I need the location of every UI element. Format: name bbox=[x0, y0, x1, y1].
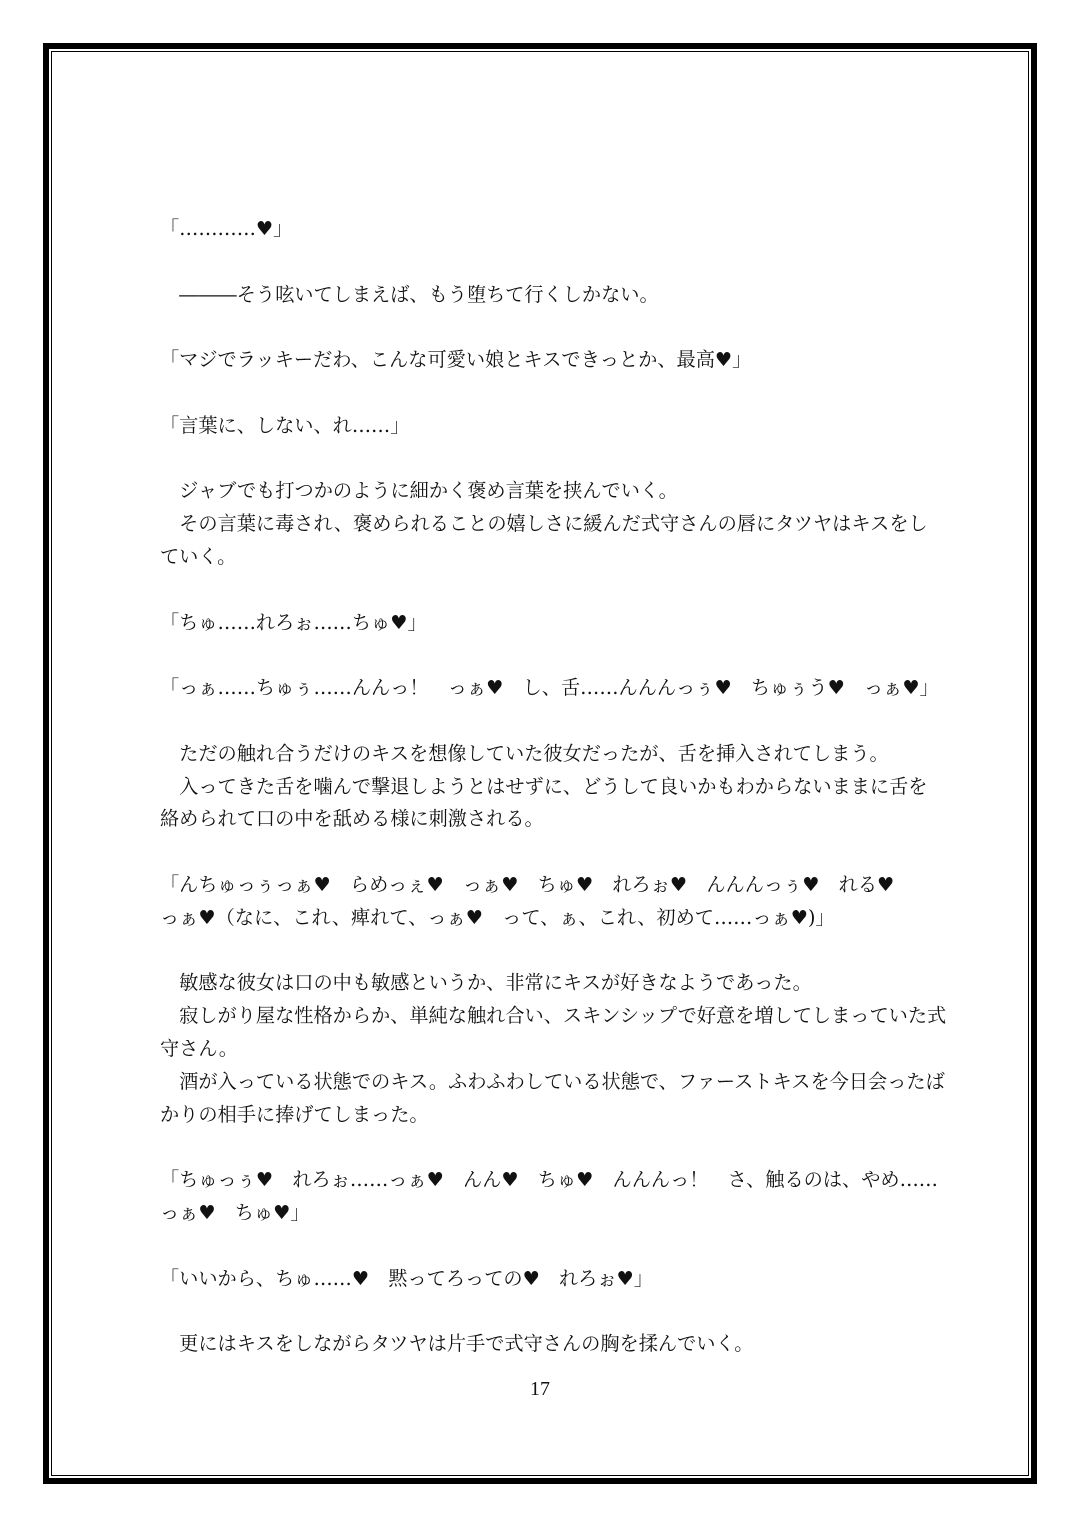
text-line: 酒が入っている状態でのキス。ふわふわしている状態で、ファーストキスを今日会ったば bbox=[160, 1069, 945, 1093]
text-line: 「ちゅっぅ♥ れろぉ……っぁ♥ んん♥ ちゅ♥ んんんっ！ さ、触るのは、やめ…… bbox=[160, 1168, 938, 1192]
text-line: ジャブでも打つかのように細かく褒め言葉を挟んでいく。 bbox=[160, 479, 678, 503]
paragraph bbox=[160, 967, 947, 1131]
text-line: ―――そう呟いてしまえば、もう堕ちて行くしかない。 bbox=[160, 282, 659, 306]
paragraph bbox=[160, 607, 940, 640]
text-line: 寂しがり屋な性格からか、単純な触れ合い、スキンシップで好意を増してしまっていた式 bbox=[160, 1004, 947, 1028]
text-line: 「言葉に、しない、れ……」 bbox=[160, 413, 410, 437]
text-line: その言葉に毒され、褒められることの嬉しさに緩んだ式守さんの唇にタツヤはキスをし bbox=[160, 512, 928, 536]
paragraph bbox=[160, 1263, 940, 1296]
paragraph bbox=[160, 344, 940, 377]
text-line: 「っぁ……ちゅぅ……んんっ！ っぁ♥ し、舌……んんんっぅ♥ ちゅぅう♥ っぁ♥」 bbox=[160, 676, 939, 700]
page-number: 17 bbox=[530, 1378, 550, 1400]
paragraph bbox=[160, 410, 940, 443]
paragraph bbox=[160, 279, 940, 312]
text-line: っぁ♥ ちゅ♥」 bbox=[160, 1200, 310, 1224]
paragraph bbox=[160, 475, 940, 573]
paragraph bbox=[160, 1328, 940, 1361]
text-line: 「マジでラッキーだわ、こんな可愛い娘とキスできっとか、最高♥」 bbox=[160, 348, 752, 372]
text-line: 敏感な彼女は口の中も敏感というか、非常にキスが好きなようであった。 bbox=[160, 971, 812, 995]
text-line: 「…………♥」 bbox=[160, 217, 293, 240]
text-line: かりの相手に捧げてしまった。 bbox=[160, 1102, 429, 1126]
text-line: 「ちゅ……れろぉ……ちゅ♥」 bbox=[160, 610, 427, 634]
text-line: ただの触れ合うだけのキスを想像していた彼女だったが、舌を挿入されてしまう。 bbox=[160, 741, 889, 765]
text-line: 更にはキスをしながらタツヤは片手で式守さんの胸を揉んでいく。 bbox=[160, 1332, 754, 1356]
paragraph bbox=[160, 1164, 940, 1230]
paragraph bbox=[160, 869, 940, 935]
text-line: 入ってきた舌を噛んで撃退しようとはせずに、どうして良いかもわからないままに舌を bbox=[160, 774, 928, 798]
paragraph bbox=[160, 738, 940, 836]
body-text bbox=[160, 213, 947, 1394]
text-line: 守さん。 bbox=[160, 1036, 238, 1060]
text-line: ていく。 bbox=[160, 544, 237, 568]
text-line: っぁ♥（なに、これ、痺れて、っぁ♥ って、ぁ、これ、初めて……っぁ♥)」 bbox=[160, 905, 835, 929]
text-line: 絡められて口の中を舐める様に刺激される。 bbox=[160, 807, 544, 831]
text-line: 「いいから、ちゅ……♥ 黙ってろっての♥ れろぉ♥」 bbox=[160, 1266, 653, 1290]
text-line: 「んちゅっぅっぁ♥ らめっぇ♥ っぁ♥ ちゅ♥ れろぉ♥ んんんっぅ♥ れる♥ bbox=[160, 872, 895, 896]
paragraph bbox=[160, 213, 940, 246]
paragraph bbox=[160, 672, 940, 705]
